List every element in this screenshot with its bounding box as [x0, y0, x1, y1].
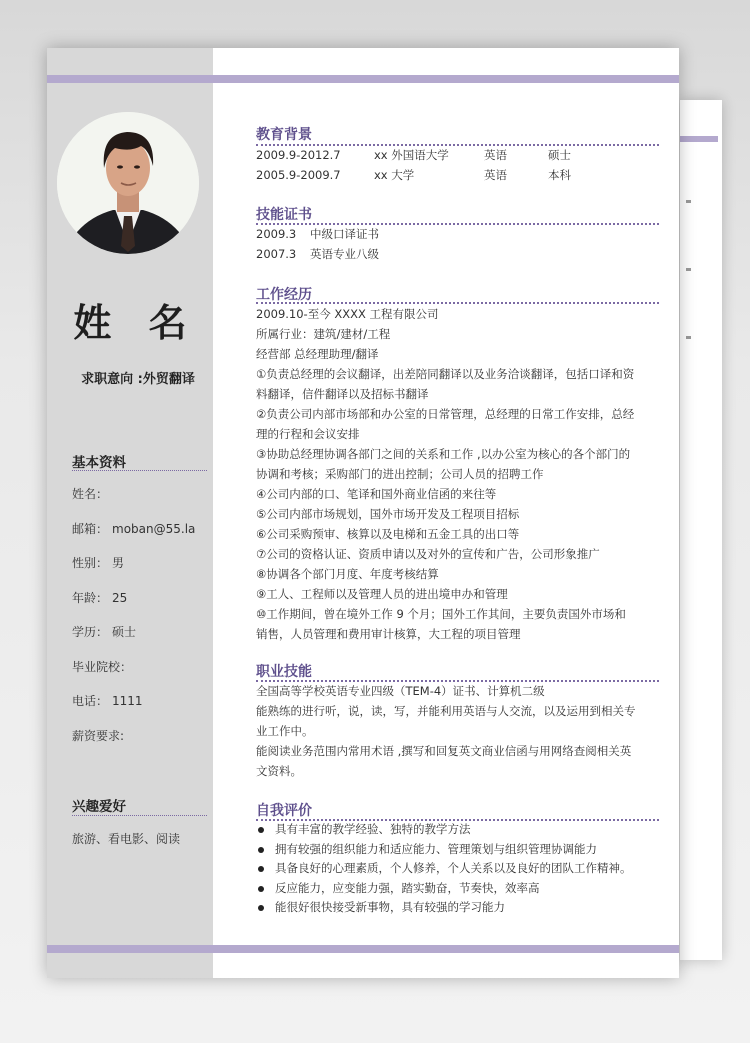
work-line: 所属行业：建筑/建材/工程: [256, 327, 391, 341]
basic-info-item: [72, 692, 143, 709]
basic-info-item: [72, 485, 112, 502]
self-eval-text: 拥有较强的组织能力和适应能力、管理策划与组织管理协调能力: [275, 841, 597, 856]
skills-title: 职业技能: [256, 664, 312, 680]
basic-info-label: 姓名：: [72, 487, 109, 501]
basic-info-value: 25: [112, 590, 128, 605]
basic-info-label: 电话：: [72, 694, 109, 708]
portrait-illustration: [57, 112, 199, 254]
work-line: ⑤公司内部市场规划，国外市场开发及工程项目招标: [256, 507, 520, 521]
work-line: ④公司内部的口、笔译和国外商业信函的来往等: [256, 487, 497, 501]
education-row: [256, 146, 659, 164]
education-school: xx 外国语大学: [374, 148, 449, 162]
education-row: [256, 166, 659, 184]
skill-line: 能熟练的进行听，说，读，写，并能利用英语与人交流，以及运用到相关专: [256, 704, 636, 718]
work-line: 理的行程和会议安排: [256, 427, 360, 441]
bullet-dot-icon: [258, 847, 264, 853]
self-eval-item: [256, 820, 656, 840]
self-eval-item: [256, 840, 656, 860]
job-intent: 求职意向 :外贸翻译: [81, 372, 195, 387]
bullet-dot-icon: [258, 886, 264, 892]
certificate-name: 中级口译证书: [310, 227, 379, 241]
basic-info-label: 学历：: [72, 625, 109, 639]
work-line: ⑩工作期间，曾在境外工作 9 个月；国外工作其间，主要负责国外市场和: [256, 607, 626, 621]
skill-line: 能阅读业务范围内常用术语 ,撰写和回复英文商业信函与用网络查阅相关英: [256, 744, 632, 758]
work-line: ②负责公司内部市场部和办公室的日常管理，总经理的日常工作安排，总经: [256, 407, 635, 421]
basic-info-label: 年龄：: [72, 590, 109, 605]
work-line: ⑨工人、工程师以及管理人员的进出境申办和管理: [256, 587, 508, 601]
basic-info-item: [72, 658, 136, 675]
work-line: 经营部 总经理助理/翻译: [256, 347, 379, 361]
self-eval-list: [256, 820, 656, 918]
education-period: 2005.9-2009.7: [256, 168, 341, 182]
back-page-mark: [686, 268, 691, 271]
education-school: xx 大学: [374, 168, 415, 182]
hobbies-text: 旅游、看电影、阅读: [72, 832, 181, 846]
skills-description: [256, 681, 648, 781]
work-title: 工作经历: [256, 287, 312, 303]
top-accent-stripe: [47, 75, 679, 83]
education-period: 2009.9-2012.7: [256, 148, 341, 162]
self-eval-item: [256, 859, 656, 879]
self-eval-text: 能很好很快接受新事物，具有较强的学习能力: [275, 900, 505, 915]
basic-info-item: [72, 623, 136, 640]
basic-info-value: 硕士: [112, 625, 137, 639]
certificate-name: 英语专业八级: [310, 247, 379, 261]
self-eval-text: 具有丰富的教学经验、独特的教学方法: [275, 822, 471, 836]
education-degree: 硕士: [548, 148, 571, 162]
education-major: 英语: [484, 168, 507, 182]
work-line: ③协助总经理协调各部门之间的关系和工作 ,以办公室为核心的各个部门的: [256, 447, 631, 461]
basic-info-title: 基本资料: [72, 455, 126, 471]
bullet-dot-icon: [258, 905, 264, 911]
bottom-accent-stripe: [47, 945, 679, 953]
work-line: 销售，人员管理和费用审计核算，大工程的项目管理: [256, 627, 521, 641]
skill-line: 业工作中。: [256, 724, 314, 738]
profile-photo: [57, 112, 199, 254]
basic-info-label: 邮箱：: [72, 521, 109, 536]
basic-info-label: 毕业院校：: [72, 659, 133, 674]
education-title: 教育背景: [256, 127, 312, 143]
certificate-row: [256, 245, 556, 263]
work-line: ⑧协调各个部门月度、年度考核结算: [256, 567, 439, 581]
resume-page: [47, 48, 679, 978]
certificates-title: 技能证书: [256, 207, 312, 223]
candidate-name: 姓 名: [73, 301, 199, 345]
work-line: 料翻译，信件翻译以及招标书翻译: [256, 387, 429, 401]
basic-info-label: 性别：: [72, 556, 109, 570]
work-description: [256, 304, 648, 644]
education-degree: 本科: [548, 168, 571, 182]
work-line: ⑥公司采购预审、核算以及电梯和五金工具的出口等: [256, 527, 520, 541]
basic-info-value: 男: [112, 556, 125, 570]
work-line: ⑦公司的资格认证、资质申请以及对外的宣传和广告，公司形象推广: [256, 547, 600, 561]
back-page-mark: [686, 200, 691, 203]
self-eval-title: 自我评价: [256, 803, 312, 819]
hobbies-title: 兴趣爱好: [72, 799, 126, 815]
self-eval-text: 反应能力，应变能力强，踏实勤奋，节奏快，效率高: [275, 880, 540, 895]
self-eval-item: [256, 898, 656, 918]
work-line: 2009.10-至今 XXXX 工程有限公司: [256, 307, 439, 321]
basic-info-item: [72, 520, 195, 537]
bullet-dot-icon: [258, 866, 264, 872]
self-eval-text: 具备良好的心理素质，个人修养，个人关系以及良好的团队工作精神。: [275, 861, 632, 876]
back-page-stripe: [680, 136, 718, 142]
back-page-sheet: [680, 100, 722, 960]
self-eval-item: [256, 879, 656, 899]
bullet-dot-icon: [258, 827, 264, 833]
basic-info-divider: [72, 470, 207, 471]
hobbies-divider: [72, 815, 207, 816]
basic-info-item: [72, 727, 128, 744]
certificate-date: 2007.3: [256, 247, 297, 261]
back-page-mark: [686, 336, 691, 339]
basic-info-item: [72, 589, 127, 606]
basic-info-label: 薪资要求:: [72, 728, 125, 743]
basic-info-value: moban@55.la: [112, 521, 196, 536]
skill-line: 全国高等学校英语专业四级（TEM-4）证书、计算机二级: [256, 684, 545, 698]
work-line: 协调和考核；采购部门的进出控制；公司人员的招聘工作: [256, 467, 544, 481]
certificate-row: [256, 225, 556, 243]
basic-info-value: 1111: [112, 694, 143, 708]
certificate-date: 2009.3: [256, 227, 297, 241]
work-line: ①负责总经理的会议翻译，出差陪同翻译以及业务洽谈翻译，包括口译和资: [256, 367, 635, 381]
basic-info-item: [72, 554, 124, 571]
education-major: 英语: [484, 148, 507, 162]
skill-line: 文资料。: [256, 764, 302, 778]
